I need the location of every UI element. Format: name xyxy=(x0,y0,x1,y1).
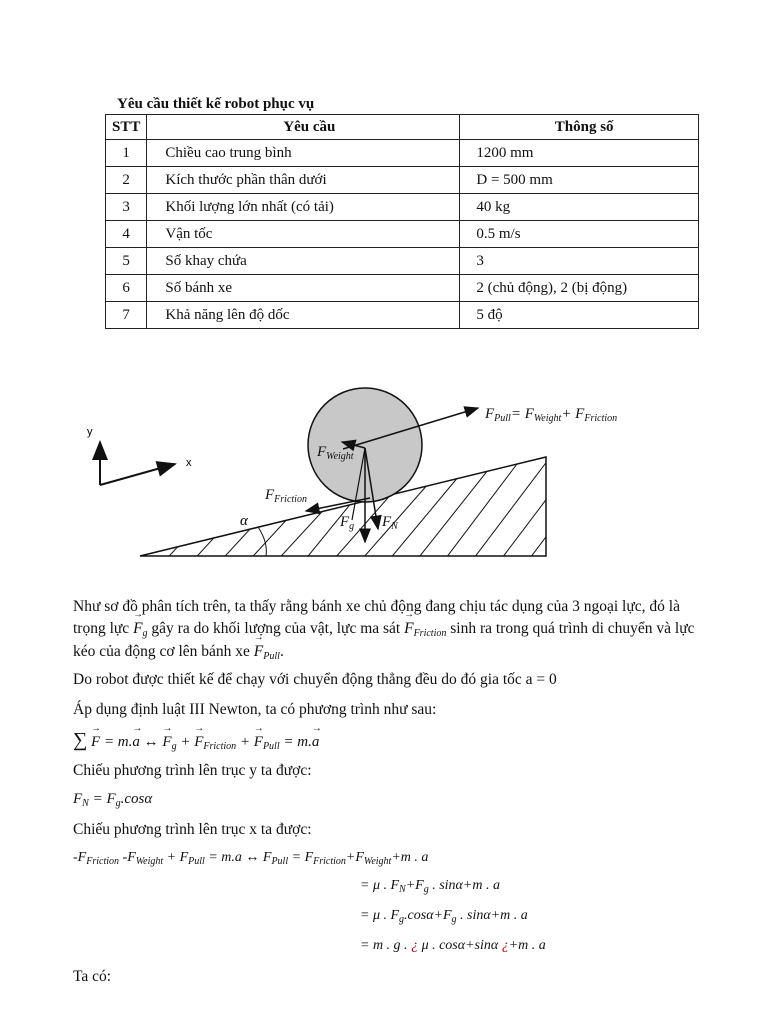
cell-requirement: Khả năng lên độ dốc xyxy=(147,302,460,329)
paragraph-5: Chiếu phương trình lên trục x ta được: xyxy=(73,821,312,838)
table-row xyxy=(106,167,699,194)
paragraph-4: Chiếu phương trình lên trục y ta được: xyxy=(73,762,312,779)
f-friction-label: $F_{Friction}$ xyxy=(265,487,307,505)
cell-stt: 6 xyxy=(106,275,147,302)
equation-newton: ∑ → F = m.→ a ↔ → $F_g$ + → $F_{Friction}$ + → $F_{Pull} = m.\to a$ xyxy=(73,729,319,752)
equation-step-1: = μ . $F_N+F_g$ . sinα+m . a xyxy=(360,878,500,895)
paragraph-3: Áp dụng định luật III Newton, ta có phương trình như sau: xyxy=(73,701,437,718)
table-row xyxy=(106,275,699,302)
coordinate-axes xyxy=(87,426,192,485)
header-value: Thông số xyxy=(460,115,699,140)
paragraph-1c: kéo của động cơ lên bánh xe → $F_{Pull}$. xyxy=(73,643,284,662)
cell-value: D = 500 mm xyxy=(460,167,699,194)
header-requirement: Yêu cầu xyxy=(147,115,460,140)
axis-y-label: y xyxy=(87,426,93,438)
paragraph-1a: Như sơ đồ phân tích trên, ta thấy rằng bánh xe chủ động đang chịu tác dụng của 3 ngoại lực, đó là xyxy=(73,598,680,615)
table-row xyxy=(106,248,699,275)
equation-step-2: = μ . $F_g.\cos\alpha+F_g$ . sinα+m . a xyxy=(360,908,528,925)
equation-y-axis: $F_N = F_g.\cos\alpha$ xyxy=(73,791,153,809)
equation-step-3: = m . g . ¿ μ . cosα+sinα ¿+m . a xyxy=(360,938,546,953)
cell-value: 5 độ xyxy=(460,302,699,329)
header-stt: STT xyxy=(106,115,147,140)
table-row xyxy=(106,221,699,248)
equation-x-axis: $-F_{Friction}$ $-F_{Weight} + F_{Pull} = m.a$ ↔ $F_{Pull} = F_{Friction}+F_{Weight}+m$ . a xyxy=(73,850,429,867)
cell-value: 3 xyxy=(460,248,699,275)
cell-stt: 7 xyxy=(106,302,147,329)
paragraph-1b: trọng lực → $F_g$ gây ra do khối lượng của vật, lực ma sát → $F_{Friction}$ sinh ra trong quá trình di chuyển và lực xyxy=(73,620,695,639)
angle-alpha-label: α xyxy=(240,513,248,529)
table-row xyxy=(106,194,699,221)
cell-requirement: Số bánh xe xyxy=(147,275,460,302)
f-n-label: $F_N$ xyxy=(382,514,398,532)
cell-stt: 3 xyxy=(106,194,147,221)
cell-requirement: Chiều cao trung bình xyxy=(147,140,460,167)
axis-x-label: x xyxy=(186,457,192,469)
table-row xyxy=(106,140,699,167)
cell-requirement: Số khay chứa xyxy=(147,248,460,275)
cell-value: 0.5 m/s xyxy=(460,221,699,248)
requirements-table xyxy=(105,114,699,329)
cell-stt: 5 xyxy=(106,248,147,275)
cell-requirement: Khối lượng lớn nhất (có tải) xyxy=(147,194,460,221)
cell-value: 1200 mm xyxy=(460,140,699,167)
paragraph-2: Do robot được thiết kế để chạy với chuyển động thẳng đều do đó gia tốc a = 0 xyxy=(73,671,557,688)
cell-requirement: Vận tốc xyxy=(147,221,460,248)
force-diagram xyxy=(70,380,690,580)
f-pull-label: $F_{Pull}= F_{Weight}+ F_{Friction}$ xyxy=(485,406,618,424)
table-header-row xyxy=(106,115,699,140)
cell-value: 2 (chủ động), 2 (bị động) xyxy=(460,275,699,302)
paragraph-6: Ta có: xyxy=(73,968,112,985)
table-caption: Yêu cầu thiết kế robot phục vụ xyxy=(117,96,315,112)
cell-value: 40 kg xyxy=(460,194,699,221)
cell-requirement: Kích thước phần thân dưới xyxy=(147,167,460,194)
table-row xyxy=(106,302,699,329)
f-g-label: $F_g$ xyxy=(340,514,355,532)
cell-stt: 2 xyxy=(106,167,147,194)
cell-stt: 1 xyxy=(106,140,147,167)
f-weight-label: $F_{Weight}$ xyxy=(317,444,354,462)
cell-stt: 4 xyxy=(106,221,147,248)
